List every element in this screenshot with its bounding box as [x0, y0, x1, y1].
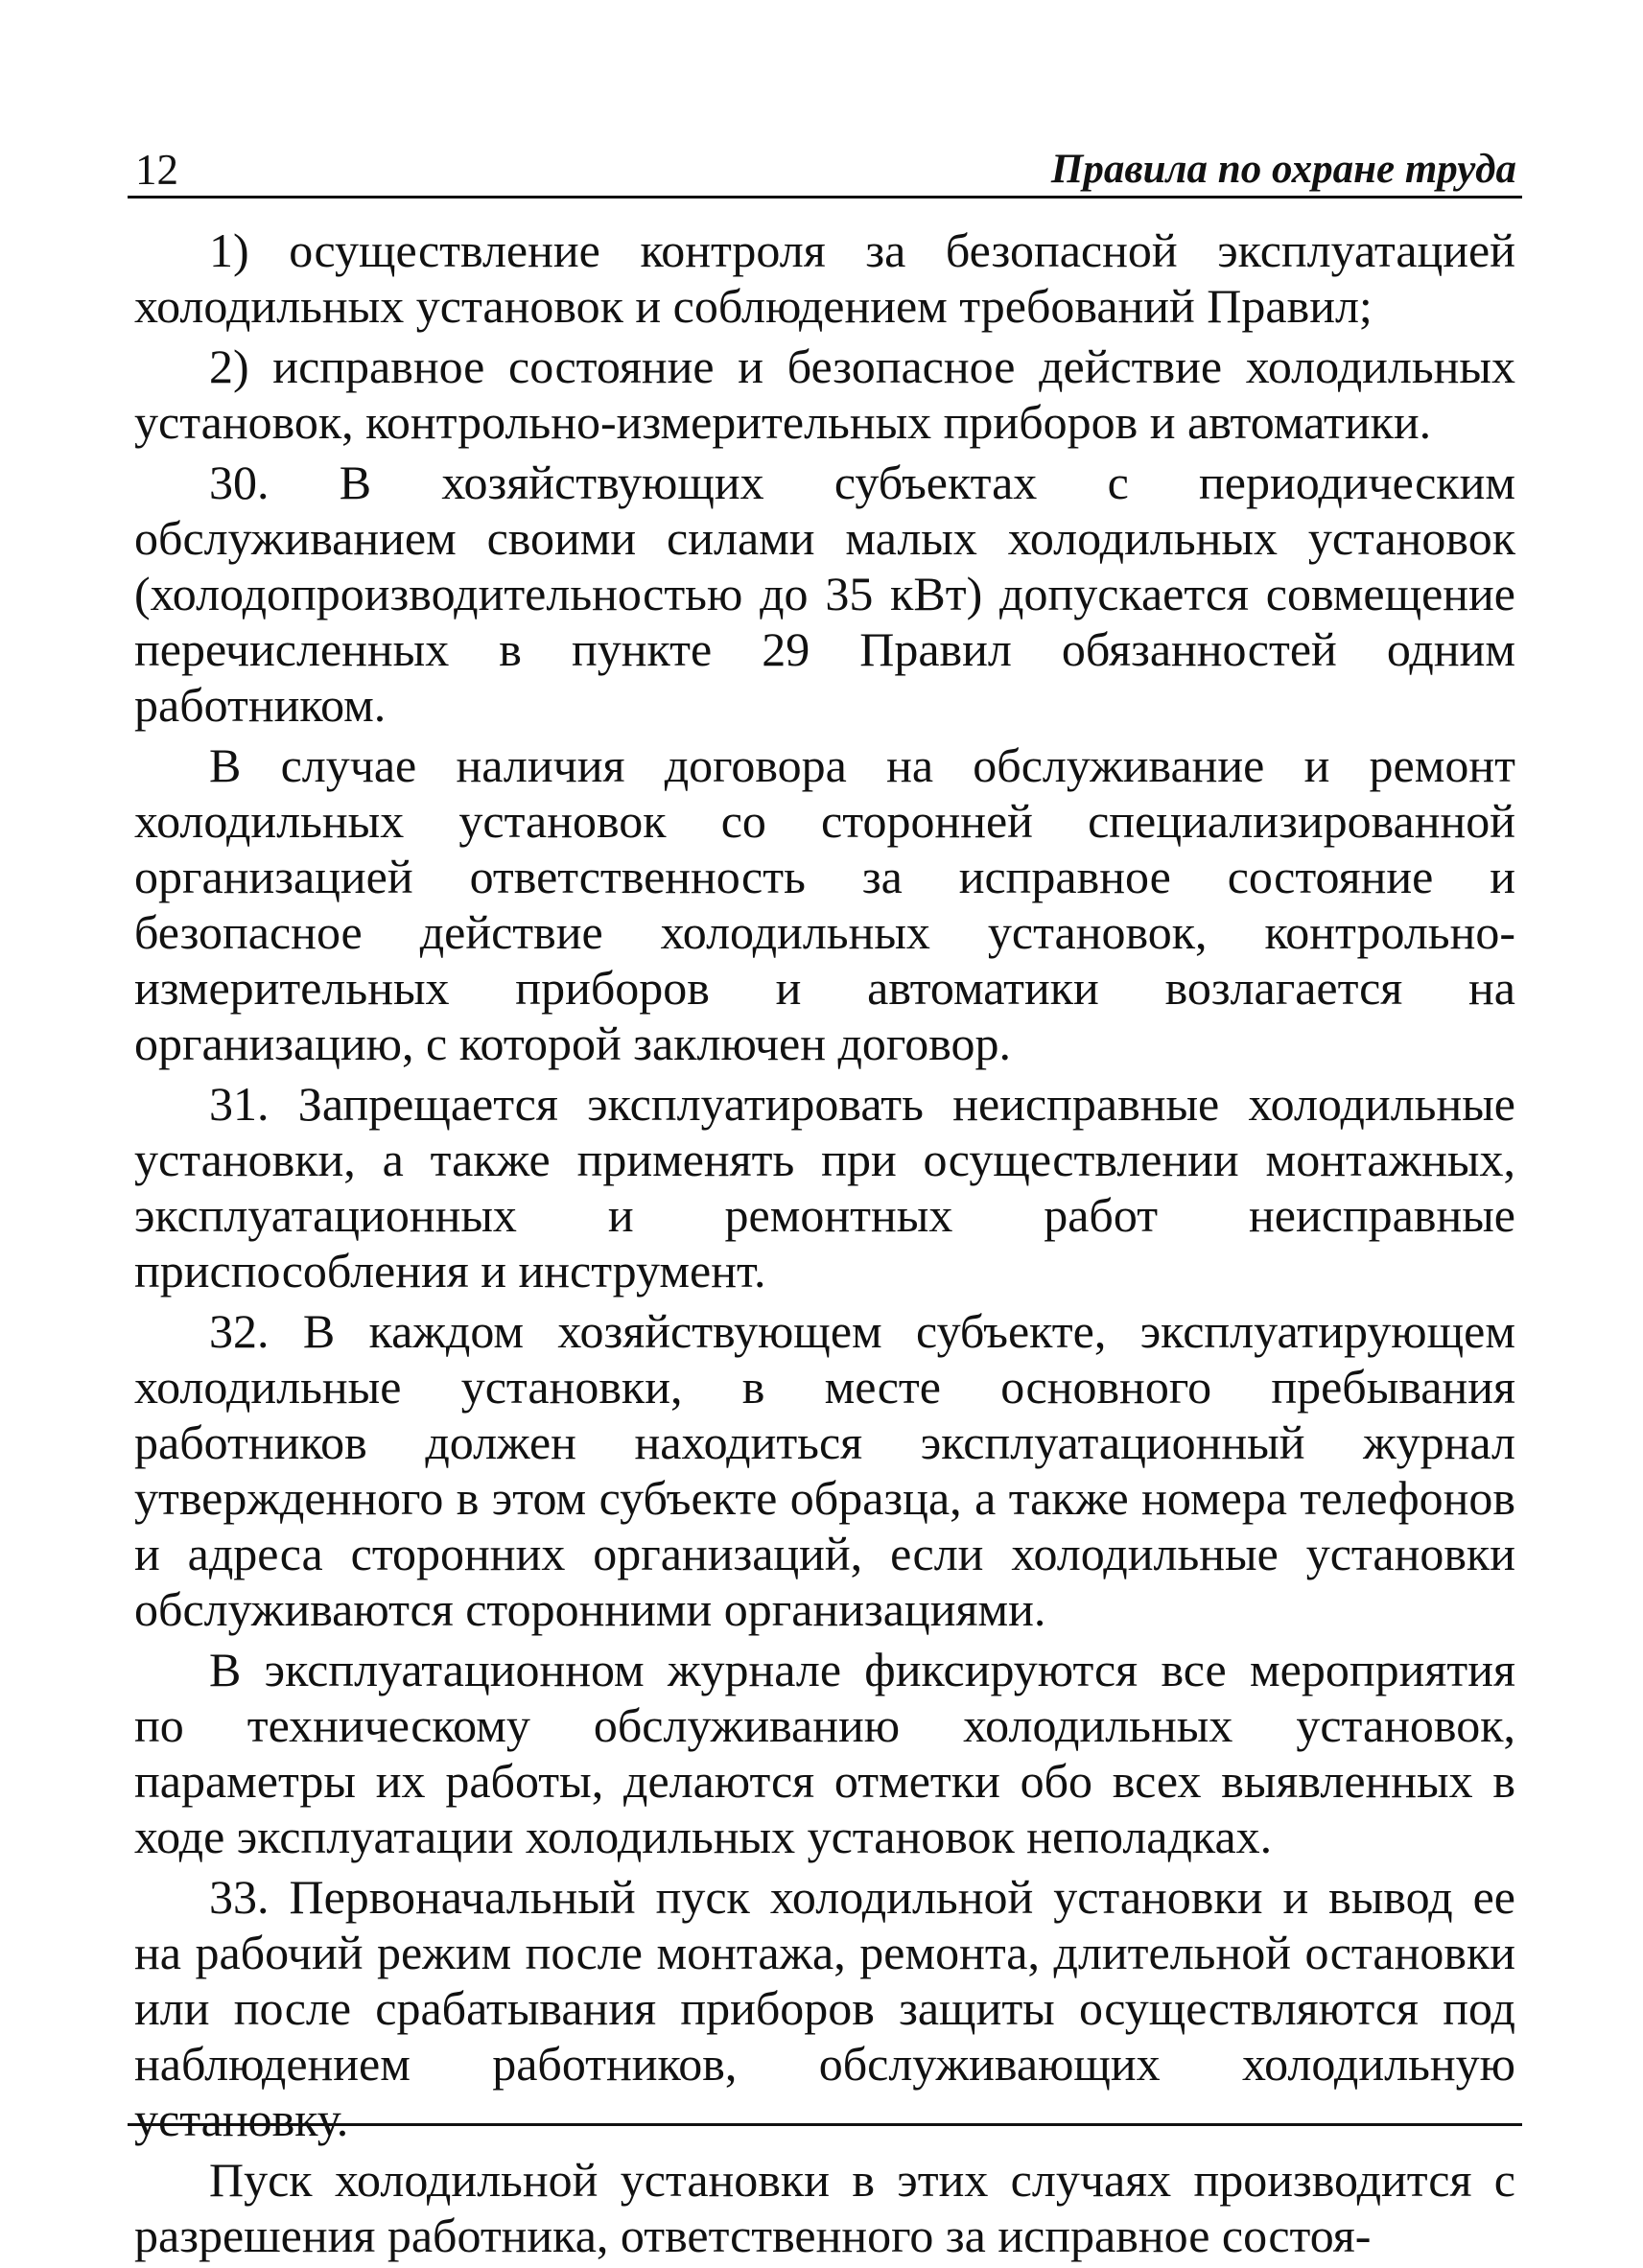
paragraph-30-contract: В случае наличия договора на обслуживание и ремонт холодильных установок со сторонней специализированной организацией ответственность за исправное состояние и безопасное действие холодильных установок, контрольно-измерительных приборов и автоматики возлагается на организацию, с которой заключен договор. [134, 738, 1515, 1070]
paragraph-item-1: 1) осуществление контроля за безопасной эксплуатацией холодильных установок и соблюдением требований Правил; [134, 223, 1515, 333]
running-title: Правила по охране труда [1050, 147, 1516, 192]
paragraph-31: 31. Запрещается эксплуатировать неисправные холодильные установки, а также применять при осуществлении монтажных, эксплуатационных и ремонтных работ неисправные приспособления и инструмент. [134, 1077, 1515, 1298]
page-number: 12 [135, 146, 178, 194]
page-body [134, 222, 1515, 2268]
paragraph-30: 30. В хозяйствующих субъектах с периодическим обслуживанием своими силами малых холодильных установок (холодопроизводительностью до 35 кВт) допускается совмещение перечисленных в пункте 29 Правил обязанностей одним работником. [134, 456, 1515, 732]
page-header [128, 140, 1522, 199]
paragraph-32-journal: В эксплуатационном журнале фиксируются все мероприятия по техническому обслуживанию холодильных установок, параметры их работы, делаются отметки обо всех выявленных в ходе эксплуатации холодильных установок неполадках. [134, 1643, 1515, 1863]
bottom-rule [128, 2123, 1522, 2126]
paragraph-33: 33. Первоначальный пуск холодильной установки и вывод ее на рабочий режим после монтажа, ремонта, длительной остановки или после срабатывания приборов защиты осуществляются под наблюдением работников, обслуживающих холодильную установку. [134, 1870, 1515, 2146]
paragraph-32: 32. В каждом хозяйствующем субъекте, эксплуатирующем холодильные установки, в месте основного пребывания работников должен находиться эксплуатационный журнал утвержденного в этом субъекте образца, а также номера телефонов и адреса сторонних организаций, если холодильные установки обслуживаются сторонними организациями. [134, 1304, 1515, 1636]
paragraph-33-start: Пуск холодильной установки в этих случаях производится с разрешения работника, ответственного за исправное состоя- [134, 2153, 1515, 2262]
paragraph-item-2: 2) исправное состояние и безопасное действие холодильных установок, контрольно-измерительных приборов и автоматики. [134, 339, 1515, 449]
